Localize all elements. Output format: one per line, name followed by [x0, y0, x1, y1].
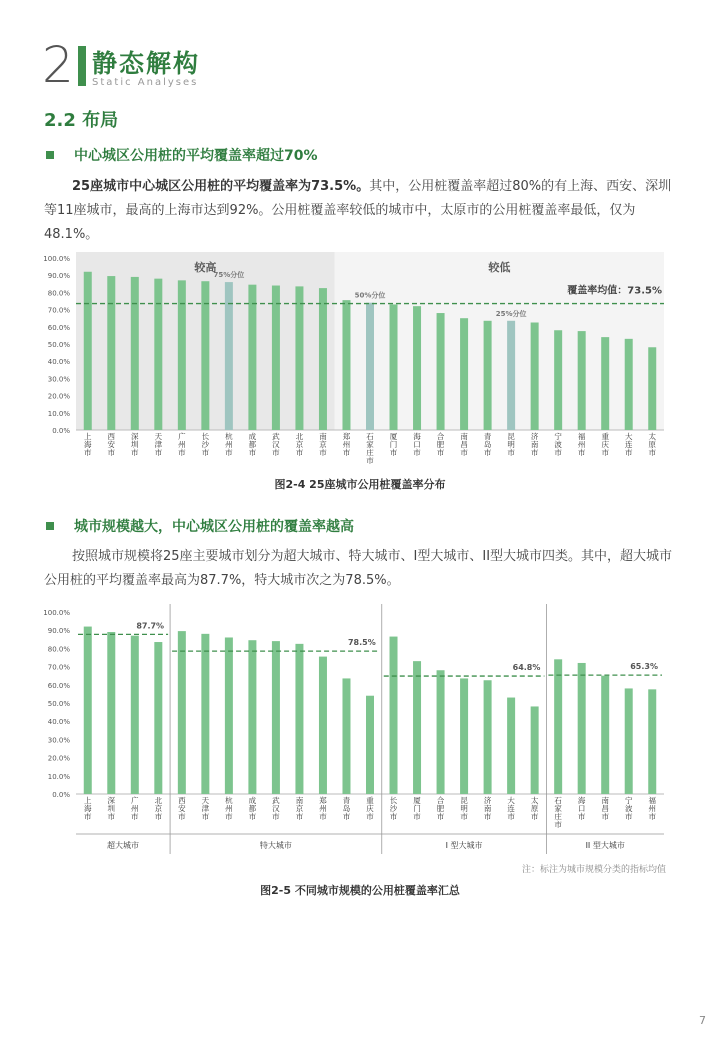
- chapter-number: 2: [42, 36, 74, 94]
- y-tick-label: 100.0%: [43, 255, 70, 263]
- group-name-label: II 型大城市: [585, 841, 625, 850]
- figure-caption-2: 图2-5 不同城市规模的公用桩覆盖率汇总: [260, 884, 460, 897]
- x-tick-label: 济南市: [530, 432, 539, 457]
- y-tick-label: 60.0%: [47, 681, 70, 690]
- y-tick-label: 80.0%: [47, 289, 70, 298]
- bar: [484, 680, 492, 794]
- bar: [319, 288, 327, 430]
- block-heading-1: 中心城区公用桩的平均覆盖率超过70%: [74, 148, 318, 164]
- average-label: 覆盖率均值：73.5%: [567, 285, 662, 297]
- paragraph-1: [44, 175, 676, 247]
- bar: [84, 627, 92, 794]
- bar: [248, 640, 256, 794]
- x-tick-label: 福州市: [577, 432, 586, 457]
- x-tick-label: 昆明市: [460, 796, 468, 821]
- x-tick-label: 合肥市: [436, 432, 445, 457]
- x-tick-label: 合肥市: [436, 796, 445, 821]
- bar: [531, 323, 539, 431]
- y-tick-label: 100.0%: [43, 609, 70, 617]
- bar: [319, 657, 327, 794]
- bar: [178, 280, 186, 430]
- group-average-label: 64.8%: [512, 663, 541, 673]
- x-tick-label: 西安市: [178, 796, 186, 821]
- x-tick-label: 济南市: [483, 796, 492, 821]
- y-tick-label: 0.0%: [52, 427, 70, 435]
- y-tick-label: 10.0%: [47, 772, 70, 781]
- bar: [554, 659, 562, 794]
- percentile-label: 75%分位: [213, 271, 245, 280]
- coverage-by-city-chart: [40, 250, 670, 472]
- x-tick-label: 南昌市: [601, 796, 609, 821]
- y-tick-label: 50.0%: [47, 700, 70, 708]
- bullet-square: [46, 522, 54, 530]
- bar: [601, 337, 609, 430]
- y-tick-label: 90.0%: [47, 627, 70, 636]
- x-tick-label: 大连市: [507, 796, 515, 821]
- chapter-accent-bar: [78, 46, 86, 86]
- x-tick-label: 福州市: [648, 796, 656, 821]
- bar: [578, 663, 586, 794]
- x-tick-label: 广州市: [131, 796, 139, 821]
- x-tick-label: 北京市: [295, 432, 304, 457]
- bar: [413, 661, 421, 794]
- x-tick-label: 深圳市: [107, 796, 116, 821]
- bar: [554, 330, 562, 430]
- figure-caption-1: 图2-4 25座城市公用桩覆盖率分布: [274, 478, 446, 491]
- bar: [107, 632, 115, 794]
- section-title: 2.2 布局: [44, 110, 119, 131]
- x-tick-label: 杭州市: [225, 432, 233, 457]
- bar: [131, 636, 139, 794]
- bar: [342, 678, 350, 794]
- y-tick-label: 10.0%: [47, 409, 70, 418]
- x-tick-label: 厦门市: [389, 432, 398, 457]
- x-tick-label: 石家庄市: [366, 432, 374, 465]
- bar: [413, 306, 421, 430]
- group-average-label: 65.3%: [630, 662, 658, 672]
- y-tick-label: 0.0%: [52, 791, 70, 799]
- x-tick-label: 宁波市: [624, 796, 633, 821]
- x-tick-label: 广州市: [178, 432, 186, 457]
- bar: [248, 285, 256, 430]
- bar: [366, 696, 374, 794]
- bar: [107, 276, 115, 430]
- bar: [201, 634, 209, 794]
- x-tick-label: 海口市: [413, 432, 421, 457]
- page-number: 7: [699, 1014, 706, 1027]
- y-tick-label: 60.0%: [47, 323, 70, 332]
- bar: [437, 670, 445, 794]
- bar: [366, 303, 374, 430]
- x-tick-label: 青岛市: [483, 432, 492, 457]
- bar: [625, 339, 633, 430]
- x-tick-label: 南京市: [319, 432, 327, 457]
- bar: [531, 706, 539, 794]
- bar: [625, 688, 633, 794]
- bar: [295, 286, 303, 430]
- x-tick-label: 长沙市: [201, 432, 210, 457]
- bar: [578, 331, 586, 430]
- group-name-label: 超大城市: [107, 841, 140, 850]
- x-tick-label: 武汉市: [272, 796, 280, 821]
- y-tick-label: 30.0%: [47, 375, 70, 384]
- x-tick-label: 上海市: [84, 796, 92, 821]
- x-tick-label: 郑州市: [342, 432, 351, 457]
- bar: [460, 678, 468, 794]
- bar: [342, 300, 350, 430]
- x-tick-label: 郑州市: [319, 796, 327, 821]
- bar: [648, 689, 656, 794]
- y-tick-label: 80.0%: [47, 645, 70, 654]
- bar: [131, 277, 139, 430]
- x-tick-label: 杭州市: [225, 796, 233, 821]
- x-tick-label: 青岛市: [342, 796, 351, 821]
- bar: [272, 641, 280, 794]
- bar: [460, 318, 468, 430]
- x-tick-label: 南京市: [295, 796, 304, 821]
- group-name-label: 特大城市: [259, 841, 292, 850]
- x-tick-label: 天津市: [154, 432, 163, 457]
- percentile-label: 25%分位: [495, 309, 527, 318]
- x-tick-label: 南昌市: [460, 432, 468, 457]
- paragraph-2: 按照城市规模将25座主要城市划分为超大城市、特大城市、I型大城市、II型大城市四类。其中，超大城市公用桩的平均覆盖率最高为87.7%，特大城市次之为78.5%。: [44, 549, 673, 588]
- bar: [390, 304, 398, 430]
- bar: [484, 321, 492, 430]
- y-tick-label: 50.0%: [47, 341, 70, 349]
- y-tick-label: 20.0%: [47, 754, 70, 763]
- group-name-label: I 型大城市: [445, 841, 483, 850]
- x-tick-label: 深圳市: [131, 432, 139, 457]
- x-tick-label: 天津市: [201, 796, 210, 821]
- x-tick-label: 宁波市: [554, 432, 562, 457]
- group-average-label: 78.5%: [347, 638, 376, 648]
- bar: [507, 321, 515, 430]
- bar: [154, 279, 162, 430]
- x-tick-label: 上海市: [84, 432, 92, 457]
- bar: [390, 637, 398, 794]
- coverage-by-city-size-chart: [40, 604, 670, 858]
- x-tick-label: 太原市: [648, 432, 656, 457]
- x-tick-label: 西安市: [107, 432, 116, 457]
- x-tick-label: 石家庄市: [554, 796, 562, 829]
- bar: [178, 631, 186, 794]
- bar: [225, 637, 233, 794]
- bar: [601, 676, 609, 794]
- bar: [295, 644, 303, 794]
- x-tick-label: 厦门市: [413, 796, 421, 821]
- x-tick-label: 武汉市: [272, 432, 280, 457]
- bar: [437, 313, 445, 430]
- group-label-lower: 较低: [488, 261, 511, 274]
- x-tick-label: 海口市: [577, 796, 586, 821]
- x-tick-label: 重庆市: [601, 432, 609, 457]
- bar: [272, 286, 280, 430]
- y-tick-label: 30.0%: [47, 736, 70, 745]
- group-label-higher: 较高: [194, 261, 217, 274]
- block-heading-2: 城市规模越大，中心城区公用桩的覆盖率越高: [74, 519, 354, 535]
- x-tick-label: 太原市: [530, 796, 539, 821]
- bar: [648, 347, 656, 430]
- chapter-title: 静态解构: [92, 49, 201, 78]
- paragraph-lead: 25座城市中心城区公用桩的平均覆盖率为73.5%。: [72, 179, 370, 194]
- y-tick-label: 40.0%: [47, 718, 70, 727]
- group-average-label: 87.7%: [136, 621, 165, 631]
- y-tick-label: 90.0%: [47, 272, 70, 281]
- bar: [154, 642, 162, 794]
- chapter-subtitle: Static Analyses: [92, 77, 199, 88]
- x-tick-label: 成都市: [248, 432, 257, 457]
- percentile-label: 50%分位: [354, 291, 386, 300]
- bar: [225, 282, 233, 430]
- lower-group-shade: [335, 252, 664, 430]
- x-tick-label: 大连市: [624, 432, 633, 457]
- x-tick-label: 长沙市: [389, 796, 398, 821]
- y-tick-label: 20.0%: [47, 392, 70, 401]
- y-tick-label: 70.0%: [47, 663, 70, 672]
- chart-note: 注：标注为城市规模分类的指标均值: [521, 865, 666, 875]
- y-tick-label: 40.0%: [47, 358, 70, 367]
- bar: [507, 698, 515, 794]
- x-tick-label: 成都市: [248, 796, 257, 821]
- x-tick-label: 重庆市: [366, 796, 374, 821]
- x-tick-label: 昆明市: [507, 432, 515, 457]
- bar: [84, 272, 92, 430]
- paragraph-text: 其中，公用桩覆盖率超过80%的有上海、西安、深圳等11座城市，最高的上海市达到92%。公用桩覆盖率较低的城市中，太原市的公用桩覆盖率最低，仅为48.1%。: [44, 179, 672, 242]
- bullet-square: [46, 151, 54, 159]
- y-tick-label: 70.0%: [47, 306, 70, 315]
- x-tick-label: 北京市: [154, 796, 163, 821]
